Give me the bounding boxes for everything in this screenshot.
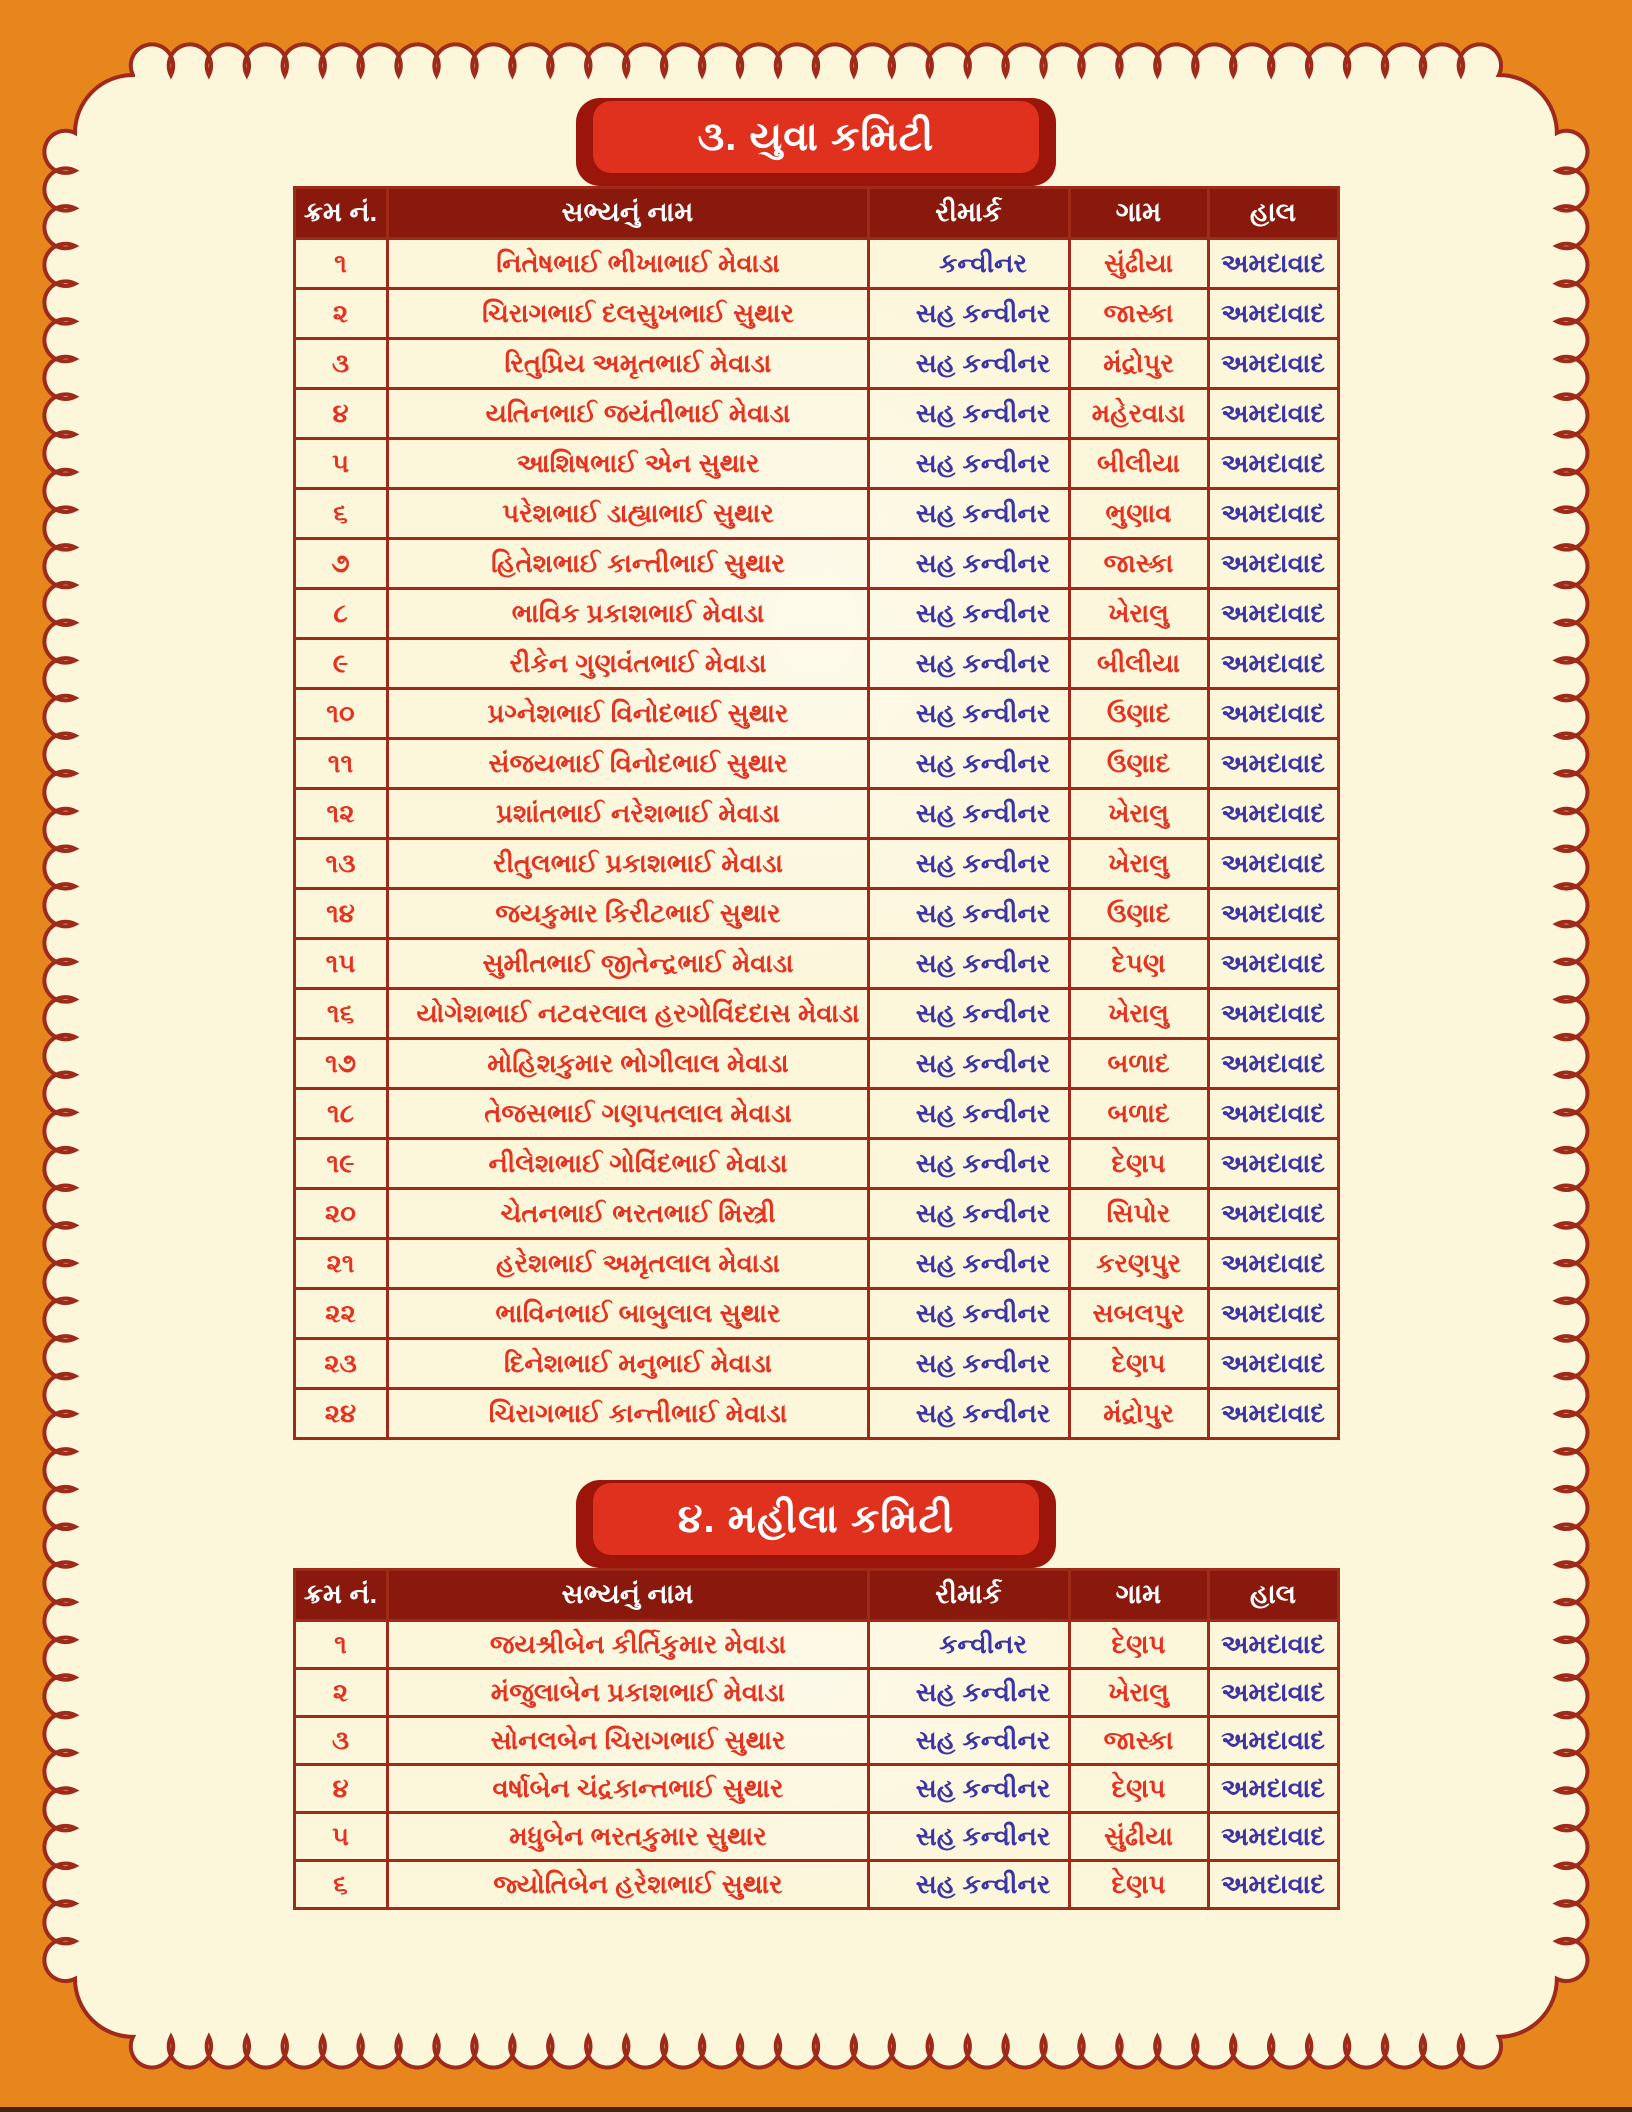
table-row (294, 1089, 1338, 1139)
city-cell: અમદાવાદ (1208, 989, 1338, 1039)
column-header-serial: ક્રમ નં. (294, 1570, 387, 1621)
village-cell: બળાદ (1069, 1039, 1208, 1089)
remark-cell: સહ કન્વીનર (868, 489, 1069, 539)
city-cell: અમદાવાદ (1208, 839, 1338, 889)
column-header-city: હાલ (1208, 188, 1338, 239)
table-row (294, 1339, 1338, 1389)
table-row (294, 639, 1338, 689)
village-cell: દેણપ (1069, 1339, 1208, 1389)
serial-cell: ૩ (294, 339, 387, 389)
document-panel (75, 75, 1557, 2037)
remark-cell: સહ કન્વીનર (868, 439, 1069, 489)
remark-cell: કન્વીનર (868, 1621, 1069, 1669)
village-cell: બીલીયા (1069, 439, 1208, 489)
village-cell: સુંઢીયા (1069, 239, 1208, 289)
remark-cell: સહ કન્વીનર (868, 989, 1069, 1039)
city-cell: અમદાવાદ (1208, 439, 1338, 489)
remark-cell: સહ કન્વીનર (868, 539, 1069, 589)
city-cell: અમદાવાદ (1208, 1289, 1338, 1339)
city-cell: અમદાવાદ (1208, 589, 1338, 639)
name-cell: જયશ્રીબેન કીર્તિકુમાર મેવાડા (387, 1621, 868, 1669)
village-cell: ખેરાલુ (1069, 989, 1208, 1039)
city-cell: અમદાવાદ (1208, 689, 1338, 739)
table-row (294, 339, 1338, 389)
remark-cell: સહ કન્વીનર (868, 739, 1069, 789)
serial-cell: ૮ (294, 589, 387, 639)
table-row (294, 289, 1338, 339)
serial-cell: ૧૨ (294, 789, 387, 839)
remark-cell: સહ કન્વીનર (868, 1089, 1069, 1139)
name-cell: દિનેશભાઈ મનુભાઈ મેવાડા (387, 1339, 868, 1389)
table-header-row (294, 188, 1338, 239)
name-cell: જયકુમાર કિરીટભાઈ સુથાર (387, 889, 868, 939)
remark-cell: સહ કન્વીનર (868, 1239, 1069, 1289)
column-header-village: ગામ (1069, 1570, 1208, 1621)
table-row (294, 1861, 1338, 1909)
name-cell: પ્રશાંતભાઈ નરેશભાઈ મેવાડા (387, 789, 868, 839)
city-cell: અમદાવાદ (1208, 939, 1338, 989)
name-cell: નિતેષભાઈ ભીખાભાઈ મેવાડા (387, 239, 868, 289)
yuva-committee-table (293, 186, 1340, 1440)
name-cell: યોગેશભાઈ નટવરલાલ હરગોવિંદદાસ મેવાડા (387, 989, 868, 1039)
remark-cell: સહ કન્વીનર (868, 889, 1069, 939)
city-cell: અમદાવાદ (1208, 1389, 1338, 1439)
city-cell: અમદાવાદ (1208, 639, 1338, 689)
village-cell: જાસ્કા (1069, 289, 1208, 339)
village-cell: બીલીયા (1069, 639, 1208, 689)
city-cell: અમદાવાદ (1208, 1813, 1338, 1861)
table-row (294, 889, 1338, 939)
name-cell: મંજુલાબેન પ્રકાશભાઈ મેવાડા (387, 1669, 868, 1717)
name-cell: હરેશભાઈ અમૃતલાલ મેવાડા (387, 1239, 868, 1289)
remark-cell: સહ કન્વીનર (868, 389, 1069, 439)
serial-cell: ૨૧ (294, 1239, 387, 1289)
village-cell: મંદ્રોપુર (1069, 1389, 1208, 1439)
city-cell: અમદાવાદ (1208, 1089, 1338, 1139)
remark-cell: સહ કન્વીનર (868, 1139, 1069, 1189)
name-cell: ચિરાગભાઈ દલસુખભાઈ સુથાર (387, 289, 868, 339)
village-cell: જાસ્કા (1069, 1717, 1208, 1765)
serial-cell: ૧૩ (294, 839, 387, 889)
table-row (294, 689, 1338, 739)
village-cell: દેપણ (1069, 939, 1208, 989)
table-row (294, 1239, 1338, 1289)
table-row (294, 839, 1338, 889)
serial-cell: ૯ (294, 639, 387, 689)
name-cell: પ્રગ્નેશભાઈ વિનોદભાઈ સુથાર (387, 689, 868, 739)
name-cell: મોહિશકુમાર ભોગીલાલ મેવાડા (387, 1039, 868, 1089)
remark-cell: સહ કન્વીનર (868, 1861, 1069, 1909)
serial-cell: ૫ (294, 439, 387, 489)
table-row (294, 489, 1338, 539)
serial-cell: ૧૪ (294, 889, 387, 939)
serial-cell: ૧૭ (294, 1039, 387, 1089)
remark-cell: સહ કન્વીનર (868, 1389, 1069, 1439)
table-row (294, 1669, 1338, 1717)
name-cell: ભાવિનભાઈ બાબુલાલ સુથાર (387, 1289, 868, 1339)
serial-cell: ૨૨ (294, 1289, 387, 1339)
serial-cell: ૧૬ (294, 989, 387, 1039)
remark-cell: સહ કન્વીનર (868, 1189, 1069, 1239)
table-row (294, 739, 1338, 789)
name-cell: પરેશભાઈ ડાહ્યાભાઈ સુથાર (387, 489, 868, 539)
table-row (294, 789, 1338, 839)
village-cell: ઉણાદ (1069, 889, 1208, 939)
village-cell: સિપોર (1069, 1189, 1208, 1239)
serial-cell: ૪ (294, 389, 387, 439)
village-cell: જાસ્કા (1069, 539, 1208, 589)
table-row (294, 1189, 1338, 1239)
remark-cell: સહ કન્વીનર (868, 1669, 1069, 1717)
serial-cell: ૪ (294, 1765, 387, 1813)
serial-cell: ૧૫ (294, 939, 387, 989)
serial-cell: ૬ (294, 489, 387, 539)
column-header-serial: ક્રમ નં. (294, 188, 387, 239)
table-row (294, 1813, 1338, 1861)
table-row (294, 239, 1338, 289)
city-cell: અમદાવાદ (1208, 539, 1338, 589)
village-cell: ઉણાદ (1069, 689, 1208, 739)
column-header-name: સભ્યનું નામ (387, 188, 868, 239)
serial-cell: ૨૦ (294, 1189, 387, 1239)
name-cell: હિતેશભાઈ કાન્તીભાઈ સુથાર (387, 539, 868, 589)
column-header-city: હાલ (1208, 1570, 1338, 1621)
name-cell: યતિનભાઈ જયંતીભાઈ મેવાડા (387, 389, 868, 439)
city-cell: અમદાવાદ (1208, 1621, 1338, 1669)
serial-cell: ૧૦ (294, 689, 387, 739)
name-cell: વર્ષાબેન ચંદ્રકાન્તભાઈ સુથાર (387, 1765, 868, 1813)
mahila-committee-banner (576, 1480, 1056, 1568)
remark-cell: સહ કન્વીનર (868, 789, 1069, 839)
serial-cell: ૨ (294, 1669, 387, 1717)
name-cell: ભાવિક પ્રકાશભાઈ મેવાડા (387, 589, 868, 639)
village-cell: દેણપ (1069, 1765, 1208, 1813)
serial-cell: ૨૩ (294, 1339, 387, 1389)
serial-cell: ૫ (294, 1813, 387, 1861)
remark-cell: સહ કન્વીનર (868, 689, 1069, 739)
remark-cell: સહ કન્વીનર (868, 639, 1069, 689)
name-cell: સોનલબેન ચિરાગભાઈ સુથાર (387, 1717, 868, 1765)
serial-cell: ૧ (294, 239, 387, 289)
city-cell: અમદાવાદ (1208, 1189, 1338, 1239)
remark-cell: સહ કન્વીનર (868, 1717, 1069, 1765)
remark-cell: સહ કન્વીનર (868, 339, 1069, 389)
village-cell: મહેરવાડા (1069, 389, 1208, 439)
remark-cell: સહ કન્વીનર (868, 1765, 1069, 1813)
remark-cell: સહ કન્વીનર (868, 289, 1069, 339)
village-cell: મંદ્રોપુર (1069, 339, 1208, 389)
city-cell: અમદાવાદ (1208, 789, 1338, 839)
village-cell: ખેરાલુ (1069, 839, 1208, 889)
village-cell: ખેરાલુ (1069, 1669, 1208, 1717)
city-cell: અમદાવાદ (1208, 389, 1338, 439)
table-row (294, 1139, 1338, 1189)
remark-cell: સહ કન્વીનર (868, 1813, 1069, 1861)
village-cell: બળાદ (1069, 1089, 1208, 1139)
name-cell: ચેતનભાઈ ભરતભાઈ મિસ્ત્રી (387, 1189, 868, 1239)
table-row (294, 1765, 1338, 1813)
remark-cell: સહ કન્વીનર (868, 1039, 1069, 1089)
city-cell: અમદાવાદ (1208, 889, 1338, 939)
city-cell: અમદાવાદ (1208, 1339, 1338, 1389)
city-cell: અમદાવાદ (1208, 1669, 1338, 1717)
banner-label: ૩. યુવા કમિટી (593, 101, 1039, 173)
name-cell: રીતુલભાઈ પ્રકાશભાઈ મેવાડા (387, 839, 868, 889)
column-header-remark: રીમાર્ક (868, 188, 1069, 239)
table-row (294, 439, 1338, 489)
village-cell: દેણપ (1069, 1621, 1208, 1669)
city-cell: અમદાવાદ (1208, 289, 1338, 339)
village-cell: ખેરાલુ (1069, 789, 1208, 839)
village-cell: દેણપ (1069, 1139, 1208, 1189)
serial-cell: ૧૯ (294, 1139, 387, 1189)
village-cell: ભુણાવ (1069, 489, 1208, 539)
village-cell: ખેરાલુ (1069, 589, 1208, 639)
remark-cell: સહ કન્વીનર (868, 939, 1069, 989)
serial-cell: ૧૧ (294, 739, 387, 789)
city-cell: અમદાવાદ (1208, 1239, 1338, 1289)
serial-cell: ૭ (294, 539, 387, 589)
city-cell: અમદાવાદ (1208, 739, 1338, 789)
table-header-row (294, 1570, 1338, 1621)
remark-cell: સહ કન્વીનર (868, 1289, 1069, 1339)
table-row (294, 1389, 1338, 1439)
remark-cell: સહ કન્વીનર (868, 589, 1069, 639)
city-cell: અમદાવાદ (1208, 1765, 1338, 1813)
city-cell: અમદાવાદ (1208, 1039, 1338, 1089)
table-row (294, 539, 1338, 589)
remark-cell: સહ કન્વીનર (868, 839, 1069, 889)
table-row (294, 939, 1338, 989)
serial-cell: ૧ (294, 1621, 387, 1669)
city-cell: અમદાવાદ (1208, 1717, 1338, 1765)
table-row (294, 389, 1338, 439)
city-cell: અમદાવાદ (1208, 489, 1338, 539)
column-header-remark: રીમાર્ક (868, 1570, 1069, 1621)
mahila-committee-table (293, 1568, 1340, 1910)
table-row (294, 989, 1338, 1039)
serial-cell: ૬ (294, 1861, 387, 1909)
table-row (294, 1717, 1338, 1765)
village-cell: દેણપ (1069, 1861, 1208, 1909)
village-cell: સુંઢીયા (1069, 1813, 1208, 1861)
name-cell: સુમીતભાઈ જીતેન્દ્રભાઈ મેવાડા (387, 939, 868, 989)
table-row (294, 589, 1338, 639)
column-header-name: સભ્યનું નામ (387, 1570, 868, 1621)
name-cell: નીલેશભાઈ ગોવિંદભાઈ મેવાડા (387, 1139, 868, 1189)
remark-cell: કન્વીનર (868, 239, 1069, 289)
name-cell: જ્યોતિબેન હરેશભાઈ સુથાર (387, 1861, 868, 1909)
city-cell: અમદાવાદ (1208, 339, 1338, 389)
city-cell: અમદાવાદ (1208, 1861, 1338, 1909)
serial-cell: ૩ (294, 1717, 387, 1765)
village-cell: ઉણાદ (1069, 739, 1208, 789)
name-cell: રીકેન ગુણવંતભાઈ મેવાડા (387, 639, 868, 689)
remark-cell: સહ કન્વીનર (868, 1339, 1069, 1389)
serial-cell: ૨ (294, 289, 387, 339)
column-header-village: ગામ (1069, 188, 1208, 239)
city-cell: અમદાવાદ (1208, 239, 1338, 289)
name-cell: આશિષભાઈ એન સુથાર (387, 439, 868, 489)
page-bottom-edge (0, 2107, 1632, 2112)
village-cell: કરણપુર (1069, 1239, 1208, 1289)
name-cell: ચિરાગભાઈ કાન્તીભાઈ મેવાડા (387, 1389, 868, 1439)
serial-cell: ૨૪ (294, 1389, 387, 1439)
name-cell: સંજયભાઈ વિનોદભાઈ સુથાર (387, 739, 868, 789)
city-cell: અમદાવાદ (1208, 1139, 1338, 1189)
banner-label: ૪. મહીલા કમિટી (593, 1483, 1039, 1555)
name-cell: રિતુપ્રિય અમૃતભાઈ મેવાડા (387, 339, 868, 389)
table-row (294, 1289, 1338, 1339)
name-cell: તેજસભાઈ ગણપતલાલ મેવાડા (387, 1089, 868, 1139)
village-cell: સબલપુર (1069, 1289, 1208, 1339)
yuva-committee-banner (576, 98, 1056, 186)
serial-cell: ૧૮ (294, 1089, 387, 1139)
table-row (294, 1621, 1338, 1669)
name-cell: મધુબેન ભરતકુમાર સુથાર (387, 1813, 868, 1861)
table-row (294, 1039, 1338, 1089)
